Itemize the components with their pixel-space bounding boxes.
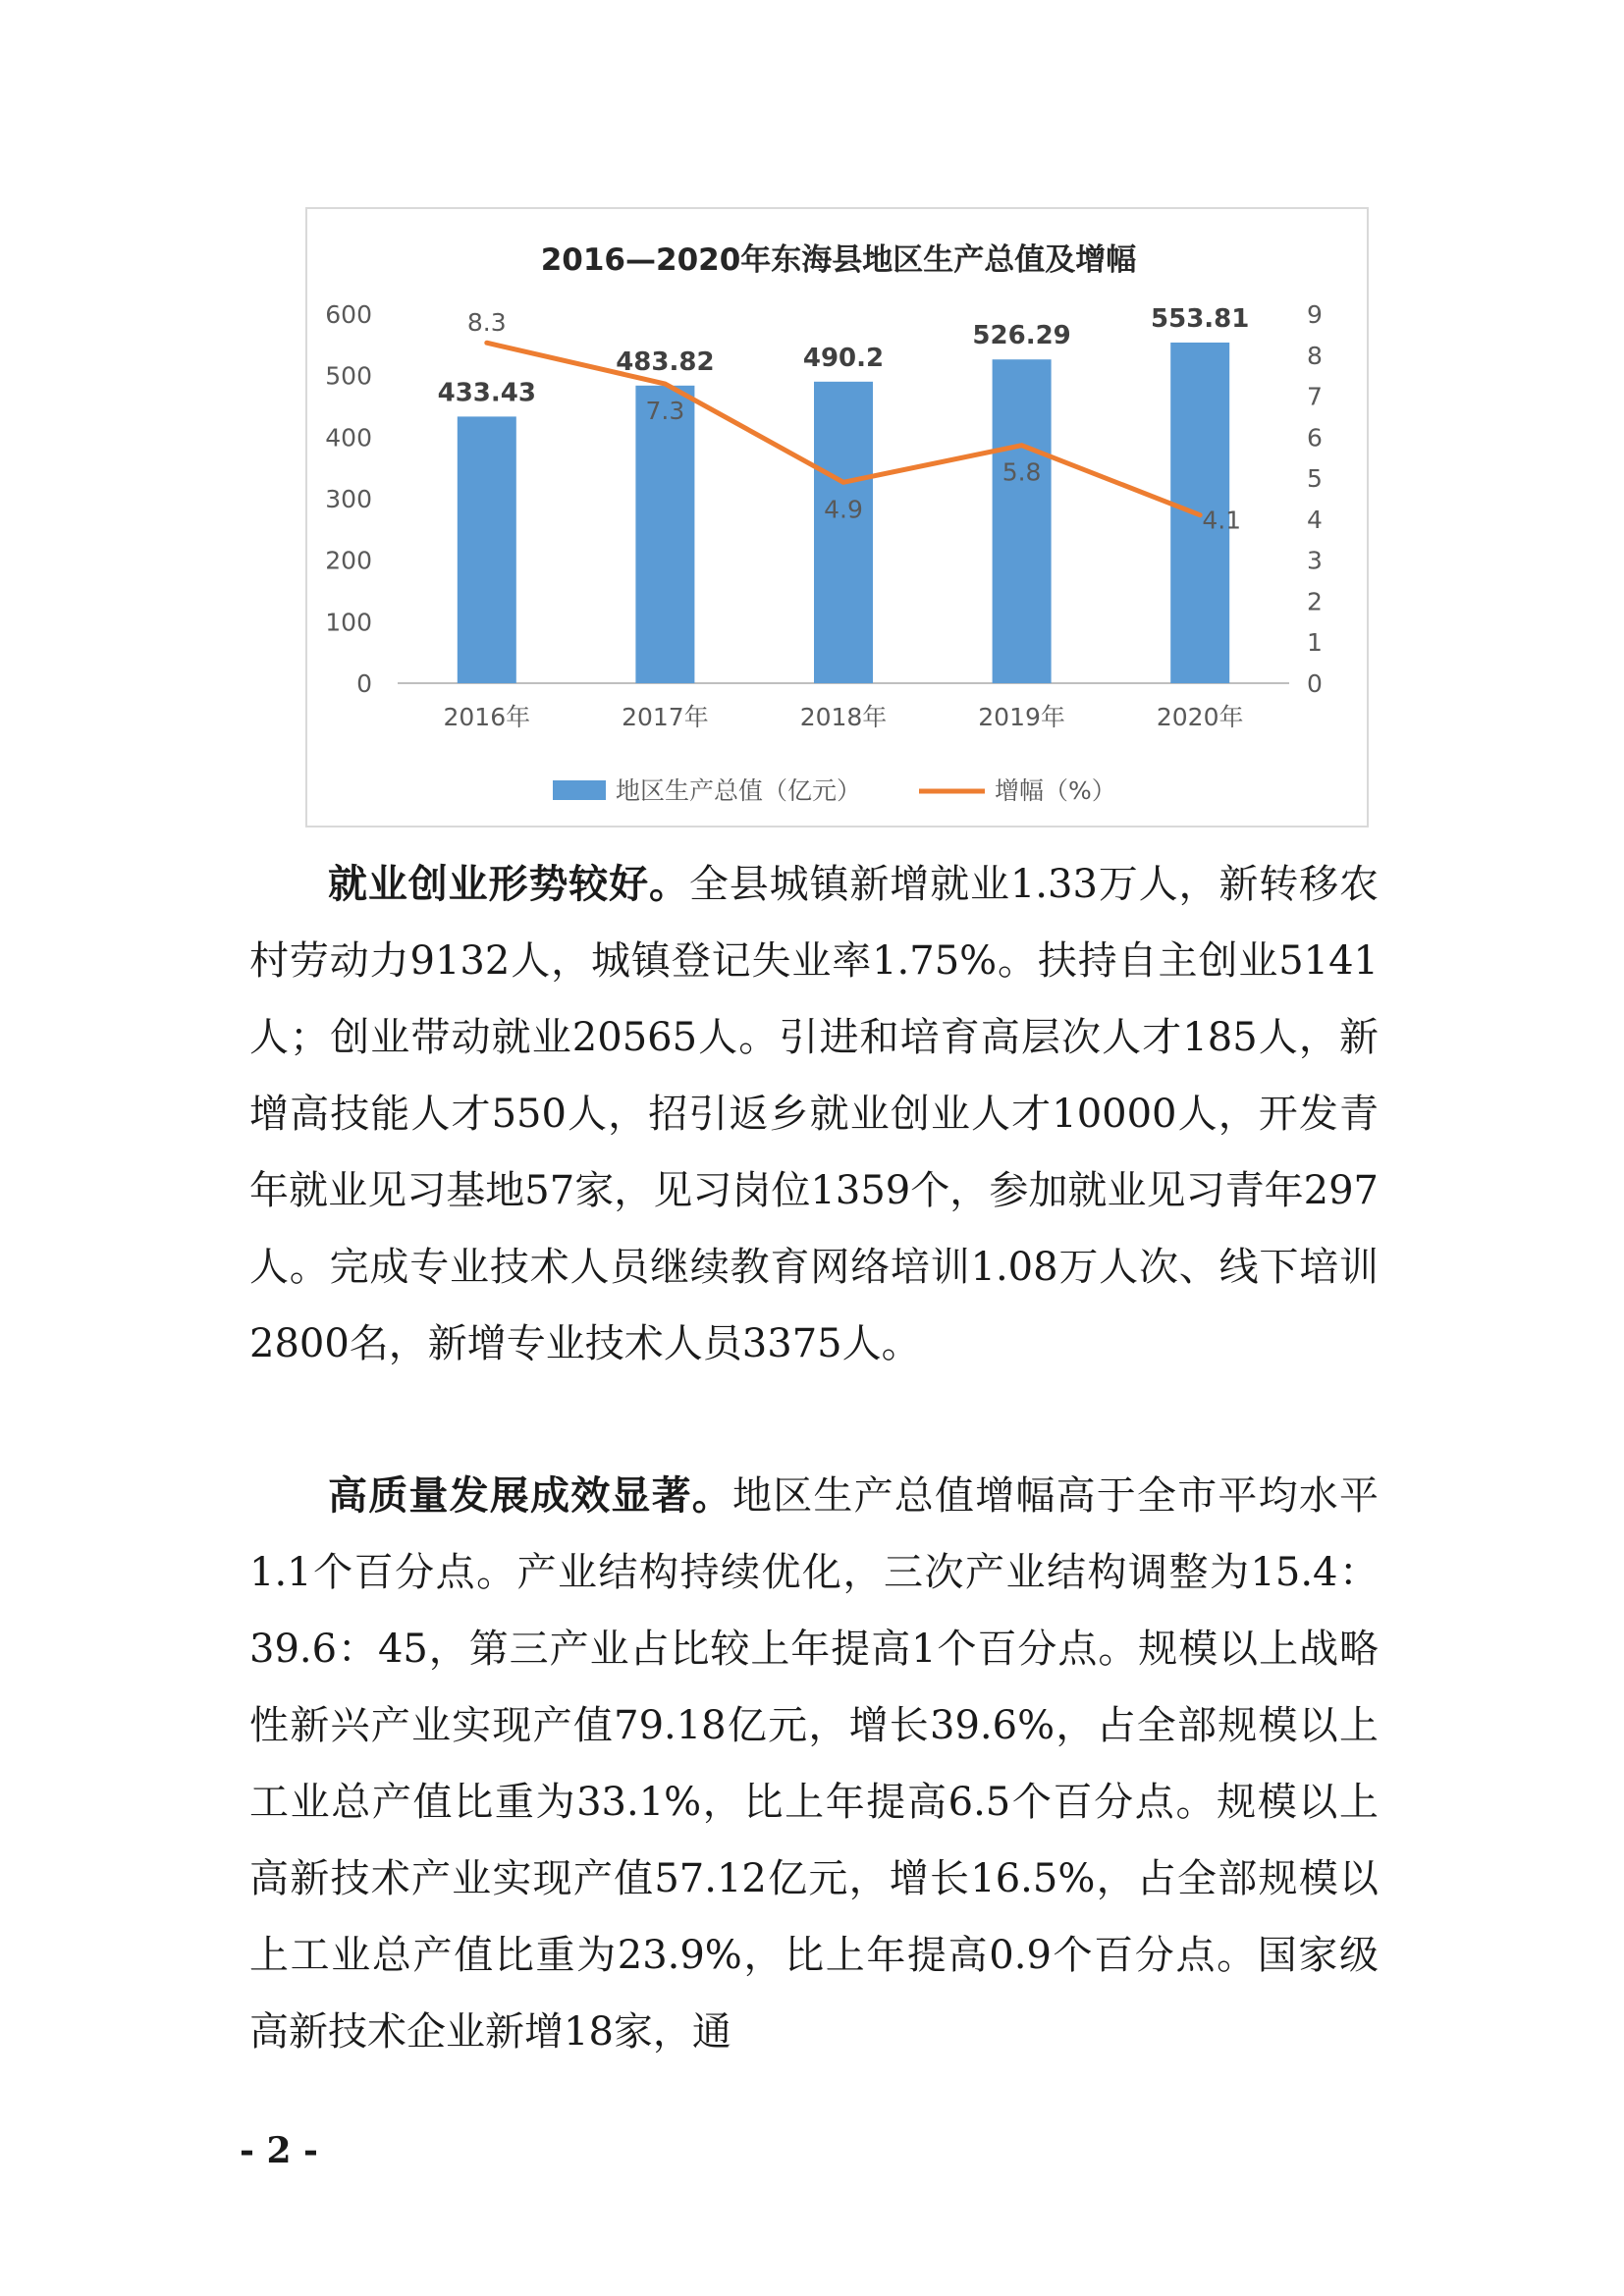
y-left-tick-label: 500 [325,361,372,391]
growth-point [486,342,488,344]
growth-point [842,481,844,483]
bar-data-label: 490.2 [802,343,885,373]
y-right-tick-label: 4 [1307,505,1323,534]
line-data-label: 4.1 [1202,506,1242,535]
x-tick-label: 2017年 [622,703,709,731]
legend-label-line: 增幅（%） [995,776,1116,805]
bar [635,386,694,683]
x-tick-label: 2016年 [443,703,531,731]
bar-data-label: 483.82 [616,347,715,377]
y-left-tick-label: 600 [325,300,372,329]
y-right-tick-label: 3 [1307,546,1323,575]
chart-container [305,207,1369,828]
y-right-tick-label: 1 [1307,628,1323,658]
x-tick-label: 2018年 [799,703,888,731]
line-data-label: 5.8 [1001,457,1042,487]
paragraph-body: 地区生产总值增幅高于全市平均水平1.1个百分点。产业结构持续优化，三次产业结构调整为15.4：39.6：45，第三产业占比较上年提高1个百分点。规模以上战略性新兴产业实现产值79.18亿元，增长39.6%，占全部规模以上工业总产值比重为33.1%，比上年提高6.5个百分点。规模以上高新技术产业实现产值57.12亿元，增长16.5%，占全部规模以上工业总产值比重为23.9%，比上年提高0.9个百分点。国家级高新技术企业新增18家，通 [249,1473,1379,2055]
bar [993,359,1052,683]
line-data-label: 8.3 [466,308,507,338]
y-right-tick-label: 8 [1307,341,1323,370]
y-right-tick-label: 0 [1307,669,1323,698]
paragraph-lead: 高质量发展成效显著。 [328,1472,732,1519]
x-tick-label: 2020年 [1156,703,1244,731]
paragraph-body: 全县城镇新增就业1.33万人，新转移农村劳动力9132人，城镇登记失业率1.75%。扶持自主创业5141人；创业带动就业20565人。引进和培育高层次人才185人，新增高技能人才550人，招引返乡就业创业人才10000人，开发青年就业见习基地57家，见习岗位1359个，参加就业见习青年297人。完成专业技术人员继续教育网络培训1.08万人次、线下培训2800名，新增专业技术人员3375人。 [249,862,1380,1366]
y-left-tick-label: 400 [325,423,372,453]
growth-point [1021,445,1023,447]
chart-title: 2016—2020年东海县地区生产总值及增幅 [540,242,1137,278]
bar [458,416,516,683]
growth-point [664,383,666,385]
paragraph-lead: 就业创业形势较好。 [328,861,689,907]
line-data-label: 4.9 [824,495,863,524]
y-right-tick-label: 6 [1307,423,1323,453]
bar-data-label: 553.81 [1151,303,1250,334]
gdp-growth-chart [307,209,1371,829]
legend-label-bar: 地区生产总值（亿元） [616,776,862,805]
line-data-label: 7.3 [645,397,685,426]
y-left-tick-label: 100 [325,608,372,637]
y-right-tick-label: 7 [1307,382,1323,411]
x-tick-label: 2019年 [978,703,1065,731]
bar [814,382,873,683]
y-left-tick-label: 300 [325,485,372,513]
paragraph-employment [249,846,1379,1382]
legend-swatch-bar [553,780,606,800]
y-left-tick-label: 200 [325,546,372,575]
page-number: - 2 - [240,2130,318,2171]
y-right-tick-label: 2 [1307,587,1323,616]
bar-data-label: 526.29 [972,321,1071,351]
y-right-tick-label: 5 [1307,464,1323,494]
growth-point [1199,514,1201,516]
paragraph-development [249,1458,1379,2070]
y-left-tick-label: 0 [356,669,372,698]
y-right-tick-label: 9 [1307,300,1323,329]
bar-data-label: 433.43 [437,378,536,408]
